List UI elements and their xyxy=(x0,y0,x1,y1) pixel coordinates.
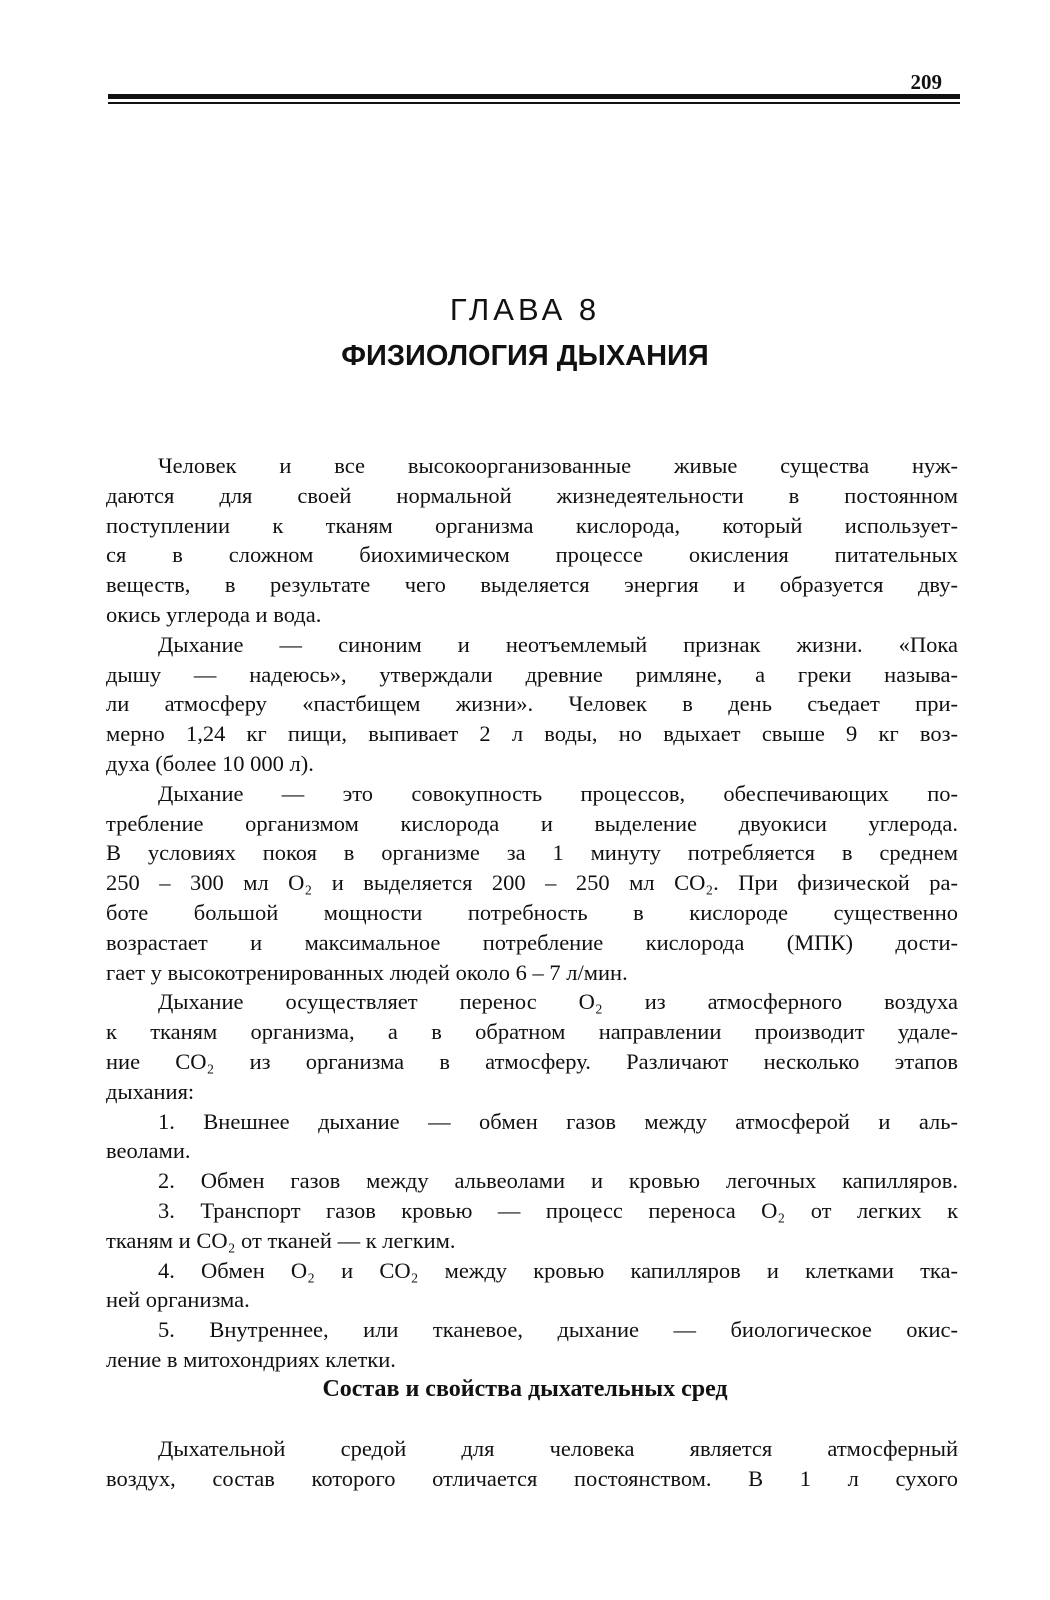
text-line: веществ, в результате чего выделяется энергия и образуется дву- xyxy=(106,572,958,598)
text-line: боте большой мощности потребность в кислороде существенно xyxy=(106,899,958,925)
text-line: веолами. xyxy=(106,1138,191,1164)
text-line: Дыхание — это совокупность процессов, обеспечивающих по- xyxy=(158,780,958,806)
text-line: 250 – 300 мл O₂ и выделяется 200 – 250 мл CO₂. При физической ра- xyxy=(106,870,958,896)
chapter-label: ГЛАВА 8 xyxy=(449,292,601,327)
header-rule-thick xyxy=(108,94,960,99)
text-line: возрастает и максимальное потребление кислорода (МПК) дости- xyxy=(106,929,958,955)
header-rule-thin xyxy=(108,102,960,104)
text-line: дыхания: xyxy=(106,1078,195,1104)
text-line: тканям и CO₂ от тканей — к легким. xyxy=(106,1227,456,1253)
text-line: к тканям организма, а в обратном направлении производит удале- xyxy=(106,1019,958,1045)
text-line: даются для своей нормальной жизнедеятельности в постоянном xyxy=(106,482,958,508)
text-line: окись углерода и вода. xyxy=(106,601,322,627)
text-line: ние CO₂ из организма в атмосферу. Различают несколько этапов xyxy=(106,1048,958,1074)
text-line: дышу — надеюсь», утверждали древние римляне, а греки называ- xyxy=(106,661,958,687)
text-line: Дыхательной средой для человека является атмосферный xyxy=(158,1436,958,1461)
text-line: В условиях покоя в организме за 1 минуту потребляется в среднем xyxy=(106,840,958,866)
text-line: воздух, состав которого отличается постоянством. В 1 л сухого xyxy=(106,1465,958,1491)
text-line: гает у высокотренированных людей около 6 – 7 л/мин. xyxy=(106,959,628,985)
text-line: ли атмосферу «пастбищем жизни». Человек в день съедает при- xyxy=(106,691,958,717)
text-line: ление в митохондриях клетки. xyxy=(106,1346,396,1372)
text-line: 1. Внешнее дыхание — обмен газов между атмосферой и аль- xyxy=(158,1108,958,1134)
text-line: 3. Транспорт газов кровью — процесс переноса O₂ от легких к xyxy=(158,1197,958,1223)
text-line: духа (более 10 000 л). xyxy=(106,750,314,776)
text-line: ней организма. xyxy=(106,1287,250,1313)
text-line: 5. Внутреннее, или тканевое, дыхание — биологическое окис- xyxy=(158,1317,958,1343)
text-line: Дыхание осуществляет перенос O₂ из атмосферного воздуха xyxy=(158,989,958,1015)
page-number: 209 xyxy=(910,70,942,94)
text-line: Человек и все высокоорганизованные живые существа нуж- xyxy=(158,453,958,478)
section-heading: Состав и свойства дыхательных сред xyxy=(322,1376,728,1402)
text-line: мерно 1,24 кг пищи, выпивает 2 л воды, но вдыхает свыше 9 кг воз- xyxy=(106,721,958,747)
body-text-section xyxy=(106,1434,958,1494)
text-line: поступлении к тканям организма кислорода, который использует- xyxy=(106,512,958,538)
text-line: требление организмом кислорода и выделение двуокиси углерода. xyxy=(106,810,958,836)
chapter-title: ФИЗИОЛОГИЯ ДЫХАНИЯ xyxy=(341,340,709,372)
body-text xyxy=(106,451,958,1375)
text-line: ся в сложном биохимическом процессе окисления питательных xyxy=(106,542,958,568)
text-line: 2. Обмен газов между альвеолами и кровью легочных капилляров. xyxy=(158,1168,958,1194)
text-line: Дыхание — синоним и неотъемлемый признак жизни. «Пока xyxy=(158,631,958,657)
text-line: 4. Обмен O₂ и CO₂ между кровью капилляров и клетками тка- xyxy=(158,1257,958,1283)
